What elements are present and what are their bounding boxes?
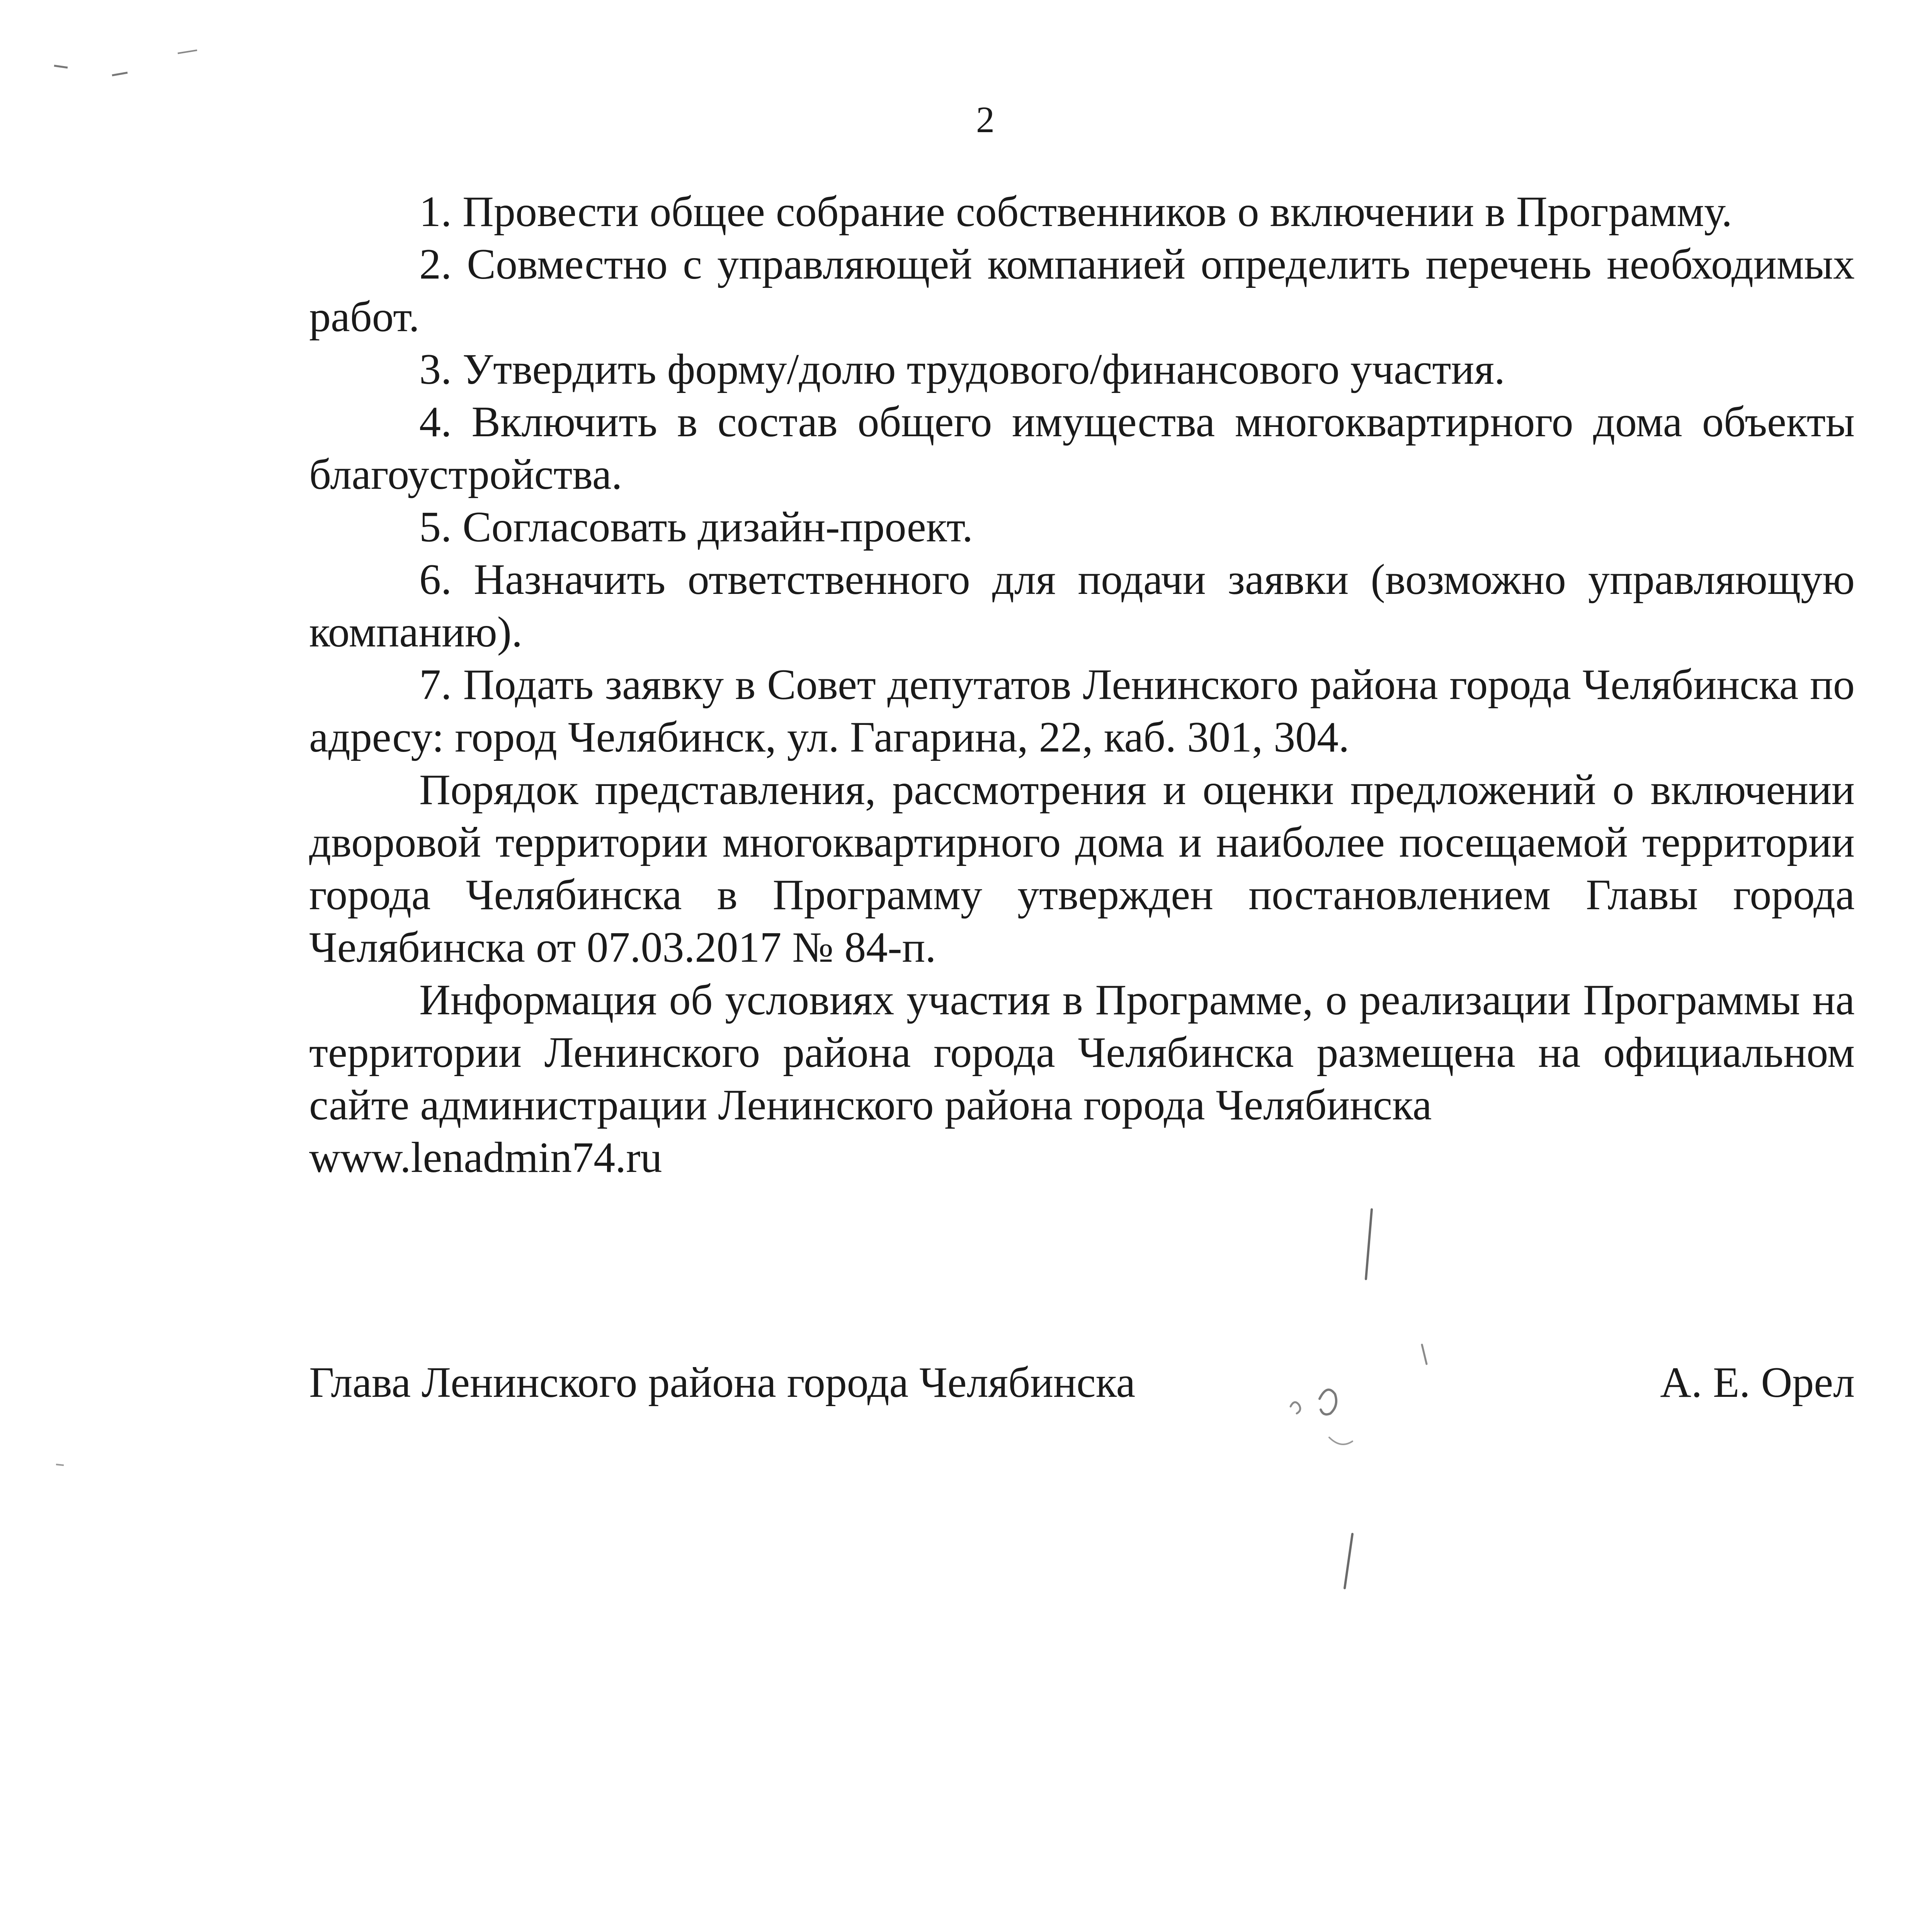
step-text: Утвердить форму/долю трудового/финансового участия. — [463, 345, 1505, 393]
step-number: 3. — [419, 345, 452, 393]
step-number: 5. — [419, 503, 452, 551]
info-paragraph — [309, 974, 1855, 1131]
letter-body — [309, 185, 1855, 1184]
scan-speck — [56, 1464, 64, 1465]
scan-speck — [112, 73, 128, 75]
step-number: 2. — [419, 240, 452, 288]
signature-stroke — [1329, 1437, 1352, 1444]
step-text: Совместно с управляющей компанией определить перечень необходимых работ. — [309, 240, 1855, 341]
info-text: Информация об условиях участия в Программе, о реализации Программы на территории Ленинского района города Челябинска размещена на официальном сайте администрации Ленинского района города Челябинска — [309, 976, 1855, 1129]
step-6 — [309, 553, 1855, 658]
step-7 — [309, 658, 1855, 764]
step-number: 7. — [419, 661, 452, 709]
scan-speck — [178, 50, 197, 53]
website-link[interactable]: www.lenadmin74.ru — [309, 1134, 662, 1182]
step-2 — [309, 238, 1855, 343]
step-text: Включить в состав общего имущества многоквартирного дома объекты благоустройства. — [309, 398, 1855, 498]
step-text: Согласовать дизайн-проект. — [463, 503, 973, 551]
step-text: Подать заявку в Совет депутатов Ленинского района города Челябинска по адресу: город Челябинск, ул. Гагарина, 22, каб. 301, 304. — [309, 661, 1855, 761]
scan-speck — [54, 66, 68, 68]
step-4 — [309, 396, 1855, 501]
step-5 — [309, 501, 1855, 553]
step-text: Провести общее собрание собственников о включении в Программу. — [463, 188, 1732, 236]
step-text: Назначить ответственного для подачи заявки (возможно управляющую компанию). — [309, 556, 1855, 656]
step-3 — [309, 343, 1855, 396]
step-number: 6. — [419, 556, 452, 604]
signature-stroke — [1345, 1534, 1352, 1588]
step-number: 1. — [419, 188, 452, 236]
step-1 — [309, 185, 1855, 238]
step-number: 4. — [419, 398, 452, 446]
procedure-paragraph: Порядок представления, рассмотрения и оценки предложений о включении дворовой территории многоквартирного дома и наиболее посещаемой территории города Челябинска в Программу утвержден постановлением Главы города Челябинска от 07.03.2017 № 84-п. — [309, 766, 1855, 971]
signature-block — [309, 1356, 1855, 1410]
signer-name: А. Е. Орел — [1660, 1359, 1855, 1406]
page-number: 2 — [976, 99, 995, 140]
signer-position: Глава Ленинского района города Челябинска — [309, 1359, 1136, 1406]
signature-stroke — [1366, 1209, 1372, 1279]
